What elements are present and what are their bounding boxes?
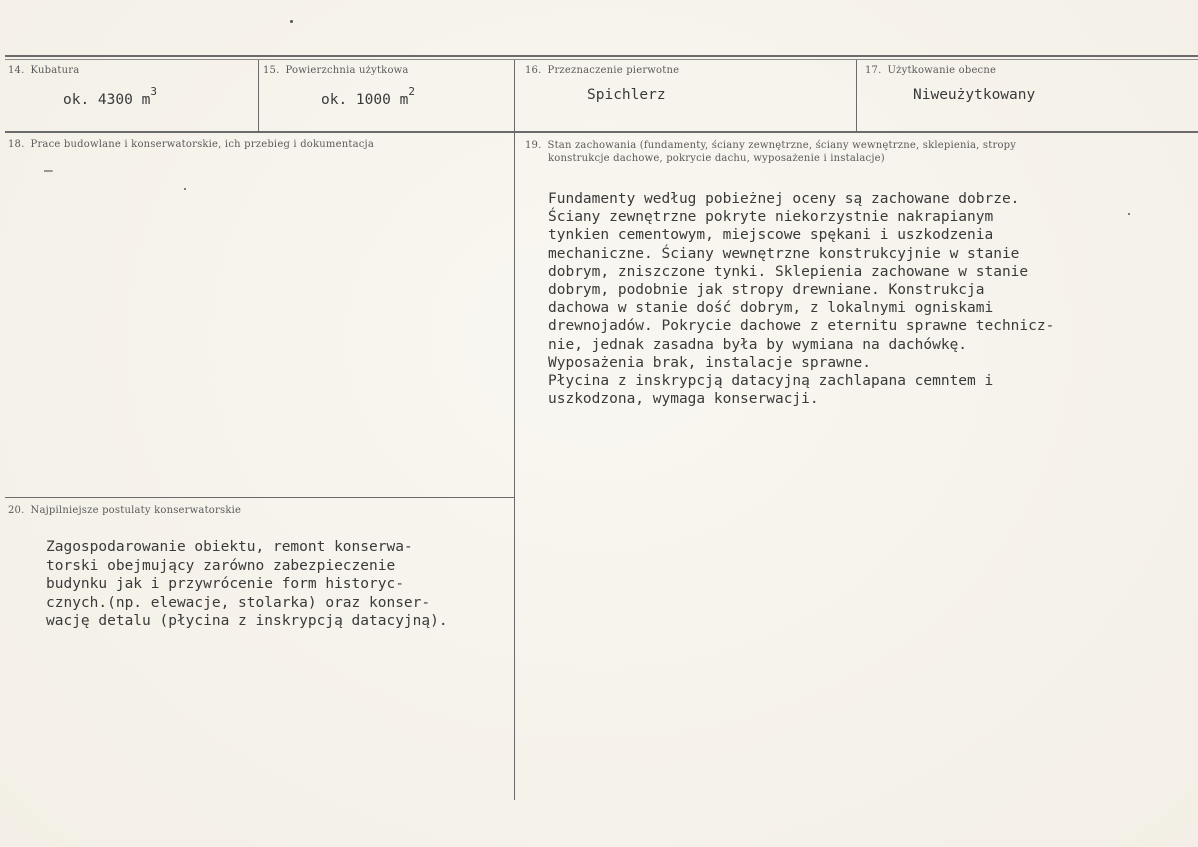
divider-16-17: [856, 60, 857, 131]
field-16-label: [525, 65, 679, 76]
row-18-20-rule: [5, 497, 515, 498]
field-16-title: Przeznaczenie pierwotne: [547, 65, 680, 76]
field-17-number: 17.: [865, 65, 882, 76]
field-18-number: 18.: [8, 139, 25, 150]
field-19-line: nie, jednak zasadna była by wymiana na dachówkę.: [548, 336, 968, 353]
field-14-label: [8, 65, 79, 76]
field-17-title: Użytkowanie obecne: [887, 65, 997, 76]
field-15-title: Powierzchnia użytkowa: [285, 65, 409, 76]
field-19-label: [525, 140, 1016, 151]
field-17-label: [865, 65, 996, 76]
paper-speck: [184, 188, 186, 190]
field-19-line: dobrym, podobnie jak stropy drewniane. Konstrukcja: [548, 282, 985, 298]
field-19-label-line2: konstrukcje dachowe, pokrycie dachu, wyposażenie i instalacje): [548, 153, 885, 164]
field-15-unit-exponent: 2: [408, 85, 415, 98]
field-19-line: Ściany zewnętrzne pokryte niekorzystnie nakrapianym: [548, 209, 994, 226]
field-20-line: cznych.(np. elewacje, stolarka) oraz konser-: [46, 594, 431, 611]
field-18-value: –: [44, 163, 53, 179]
field-19-line: Płycina z inskrypcją datacyjną zachlapana cemntem i: [548, 373, 994, 389]
field-19-line: drewnojadów. Pokrycie dachowe z eternitu sprawne technicz-: [548, 318, 1055, 335]
field-14-value: [63, 86, 157, 109]
field-15-label: [263, 65, 409, 76]
field-20-line: budynku jak i przywrócenie form historyc-: [46, 576, 404, 592]
field-19-line: uszkodzona, wymaga konserwacji.: [548, 391, 819, 408]
field-15-number: 15.: [263, 65, 280, 76]
field-19-line: dobrym, zniszczone tynki. Sklepienia zachowane w stanie: [548, 263, 1029, 280]
field-20-number: 20.: [8, 505, 25, 516]
top-rule-thin: [5, 59, 1198, 60]
field-19-line: Fundamenty według pobieżnej oceny są zachowane dobrze.: [548, 191, 1020, 207]
divider-15-16: [514, 60, 515, 800]
field-20-line: wację detalu (płycina z inskrypcją datacyjną).: [46, 613, 448, 629]
field-18-label: [8, 139, 374, 150]
field-15-value-text: ok. 1000 m: [321, 91, 409, 108]
field-20-title: Najpilniejsze postulaty konserwatorskie: [30, 505, 242, 516]
field-19-line: tynkien cementowym, miejscowe spękani i uszkodzenia: [548, 227, 994, 244]
field-15-value: [321, 86, 415, 109]
field-19-line: dachowa w stanie dość dobrym, z lokalnymi ogniskami: [548, 300, 994, 317]
divider-14-15: [258, 60, 259, 131]
field-19-number: 19.: [525, 140, 542, 151]
field-14-number: 14.: [8, 65, 25, 76]
field-20-line: torski obejmujący zarówno zabezpieczenie: [46, 557, 396, 574]
field-14-value-text: ok. 4300 m: [63, 91, 151, 108]
field-19-line: mechaniczne. Ściany wewnętrzne konstrukcyjnie w stanie: [548, 245, 1020, 262]
field-17-value: Niweużytkowany: [913, 87, 1036, 103]
field-20-line: Zagospodarowanie obiektu, remont konserwa-: [46, 539, 413, 555]
field-16-value: Spichlerz: [587, 87, 666, 103]
row1-bottom-rule: [5, 131, 1198, 133]
field-19-title-line1: Stan zachowania (fundamenty, ściany zewnętrzne, ściany wewnętrzne, sklepienia, stropy: [547, 140, 1017, 151]
field-14-unit-exponent: 3: [150, 85, 157, 98]
field-19-line: Wyposażenia brak, instalacje sprawne.: [548, 354, 872, 371]
paper-speck: [290, 20, 293, 23]
field-14-title: Kubatura: [30, 65, 80, 76]
paper-speck: [1128, 213, 1130, 215]
field-20-label: [8, 505, 241, 516]
field-16-number: 16.: [525, 65, 542, 76]
top-rule: [5, 55, 1198, 57]
field-18-title: Prace budowlane i konserwatorskie, ich przebieg i dokumentacja: [30, 139, 375, 150]
